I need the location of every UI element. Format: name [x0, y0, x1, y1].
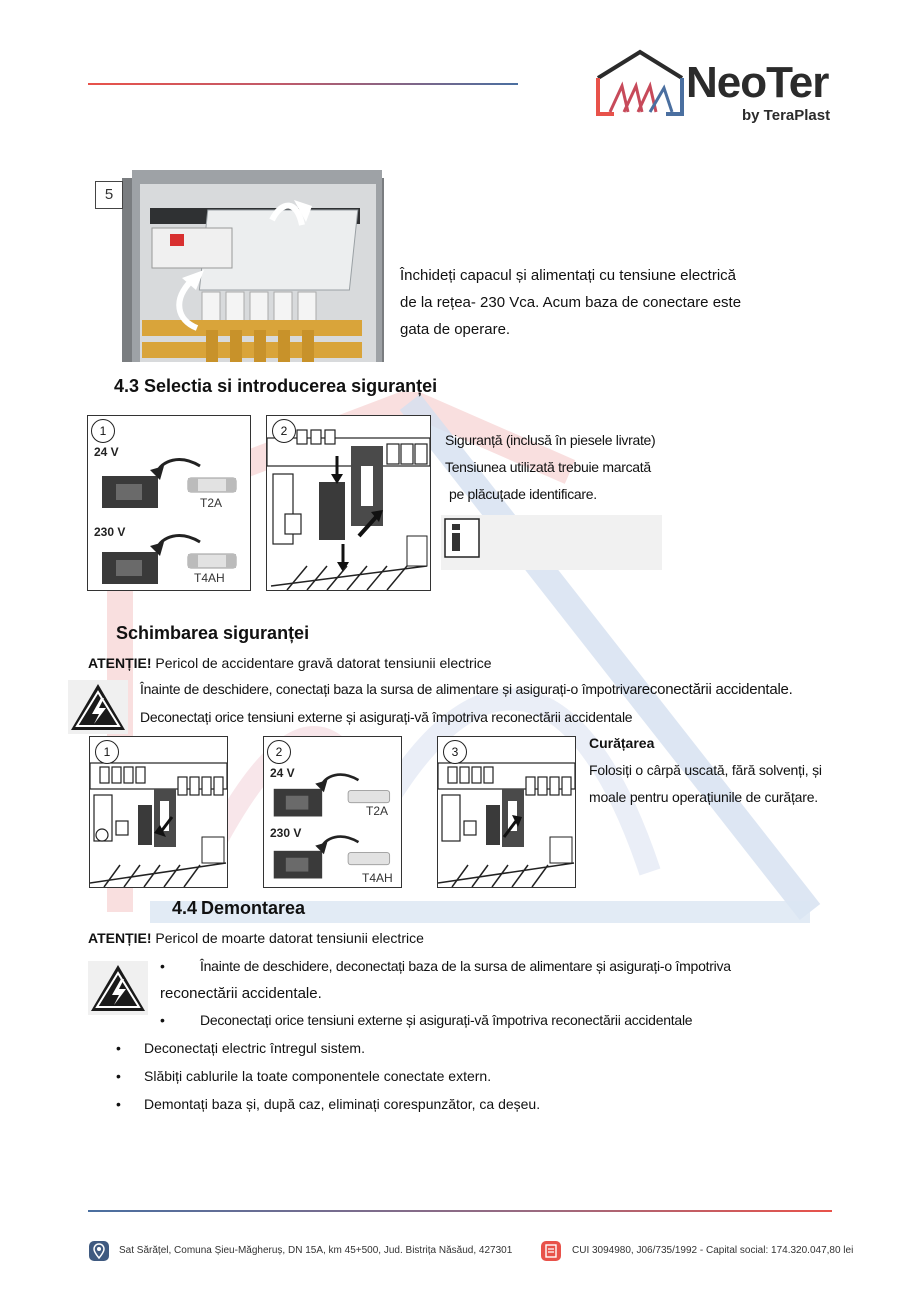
change-step-figure-3 [437, 736, 576, 888]
section-4-4-label: Demontarea [201, 898, 306, 918]
high-voltage-warning-icon [68, 680, 128, 734]
dismantle-warning-2: Deconectați orice tensiuni externe și asigurați-vă împotriva reconectării accidentale [200, 1012, 693, 1028]
dismantle-warning-1a: Înainte de deschidere, deconectați baza de la sursa de alimentare și asigurați-o împotriva [200, 958, 731, 974]
dismantle-step: Slăbiți cablurile la toate componentele conectate extern. [144, 1068, 492, 1084]
fuse-info-text [445, 427, 695, 508]
fig-label-24v: 24 V [94, 445, 119, 459]
section-4-3-title: 4.3 Selectia si introducerea siguranței [114, 376, 438, 396]
precaution-text-cont: reconectării accidentale. [637, 681, 793, 698]
cleaning-line: Folosiți o cârpă uscată, fără solvenți, și [589, 762, 822, 778]
fuse-info-line: pe plăcuțade identificare. [449, 486, 597, 502]
step5-text [400, 262, 820, 343]
fuse-holder-icon [100, 528, 248, 588]
cleaning-title: Curățarea [589, 735, 655, 751]
precaution-line-1 [140, 681, 793, 698]
fuse-holder-icon [100, 452, 248, 512]
precaution-text: Înainte de deschidere, conectați baza la sursa de alimentare și asigurați-o împotriva [140, 681, 638, 697]
fuse-info-line: Tensiunea utilizată trebuie marcată [445, 459, 651, 475]
brand-name: NeoTer [686, 58, 829, 107]
header-divider [88, 83, 518, 85]
change-fuse-title: Schimbarea siguranței [116, 623, 310, 643]
brand-sub: by TeraPlast [742, 107, 831, 124]
precaution-line-2: Deconectați orice tensiuni externe și asigurați-vă împotriva reconectării accidentale [140, 709, 633, 725]
neoter-logo-mark [594, 48, 686, 118]
warning-text: Pericol de accidentare gravă datorat tensiunii electrice [155, 655, 492, 671]
bullet-char: • [116, 1040, 121, 1056]
section-4-4-number: 4.4 [172, 898, 198, 918]
footer-company: CUI 3094980, J06/735/1992 - Capital social: 174.320.047,80 lei [572, 1245, 854, 1256]
footer-address: Sat Sărățel, Comuna Șieu-Măgheruș, DN 15A, km 45+500, Jud. Bistrița Năsăud, 427301 [119, 1245, 513, 1256]
fuse-rating-t2a: T2A [200, 496, 223, 510]
location-icon [89, 1241, 109, 1261]
fuse-figure-1 [87, 415, 251, 591]
fuse-rating-t4ah: T4AH [362, 871, 393, 885]
document-icon [541, 1241, 561, 1261]
bullet-char: • [116, 1096, 121, 1112]
fig-label-230v: 230 V [270, 826, 302, 840]
step5-line: de la rețea- 230 Vca. Acum baza de conectare este [400, 294, 742, 311]
dismantle-warning-1b: reconectării accidentale. [160, 985, 322, 1002]
warning-line-4-4 [88, 930, 424, 946]
footer-divider [88, 1210, 832, 1212]
fuse-rating-t4ah: T4AH [194, 571, 225, 585]
bullet-char: • [160, 1012, 165, 1028]
step5-line: Închideți capacul și alimentați cu tensiune electrică [400, 267, 737, 284]
fuse-figure-2 [266, 415, 431, 591]
dismantle-step: Deconectați electric întregul sistem. [144, 1040, 365, 1056]
warning-text: Pericol de moarte datorat tensiunii electrice [155, 930, 424, 946]
change-step-figure-1 [89, 736, 228, 888]
fig-number: 2 [272, 419, 296, 443]
bullet-char: • [116, 1068, 121, 1084]
info-icon [444, 518, 480, 558]
cleaning-text [589, 757, 839, 811]
step5-line: gata de operare. [400, 321, 511, 338]
change-step-figure-2 [263, 736, 402, 888]
fuse-info-line: Siguranță (inclusă în piesele livrate) [445, 432, 656, 448]
fig-label-24v: 24 V [270, 766, 295, 780]
fuse-rating-t2a: T2A [366, 804, 389, 818]
fig-number: 1 [95, 740, 119, 764]
dismantle-step: Demontați baza și, după caz, eliminați corespunzător, ca deșeu. [144, 1096, 541, 1112]
info-note-box [441, 515, 662, 570]
cleaning-line: moale pentru operațiunile de curățare. [589, 789, 818, 805]
fig-number: 2 [267, 740, 291, 764]
warning-label: ATENȚIE! [88, 930, 152, 946]
bullet-char: • [160, 958, 165, 974]
fig-number: 1 [91, 419, 115, 443]
warning-line [88, 655, 492, 671]
step5-number: 5 [95, 181, 123, 209]
high-voltage-warning-icon [88, 961, 148, 1015]
warning-label: ATENȚIE! [88, 655, 152, 671]
board-insertion-illustration [267, 416, 430, 590]
controller-cabinet-photo [122, 170, 384, 362]
section-4-4-title [172, 898, 305, 919]
fig-number: 3 [443, 740, 467, 764]
fig-label-230v: 230 V [94, 525, 126, 539]
